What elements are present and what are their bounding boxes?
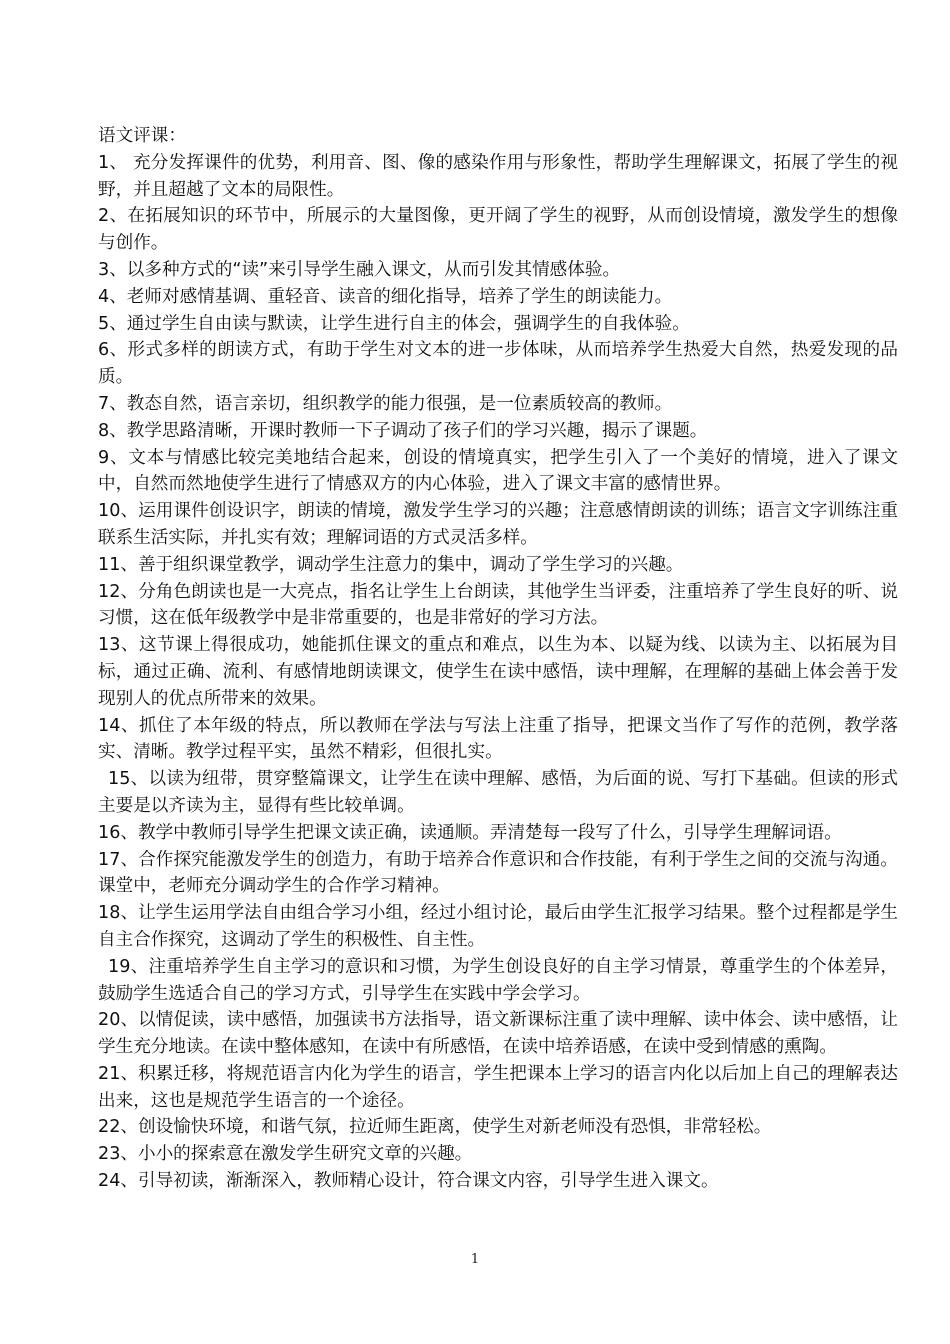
- list-item-22: 22、创设愉快环境，和谐气氛，拉近师生距离，使学生对新老师没有恐惧，非常轻松。: [98, 1117, 772, 1138]
- list-item-8: 8、教学思路清晰，开课时教师一下子调动了孩子们的学习兴趣，揭示了课题。: [98, 420, 708, 441]
- list-item-20: 20、以情促读，读中感悟，加强读书方法指导，语文新课标注重了读中理解、读中体会、读中感悟，让学生充分地读。在读中整体感知，在读中有所感悟，在读中培养语感，在读中受到情感的熏陶。: [98, 1010, 898, 1058]
- document-title: 语文评课：: [98, 126, 186, 146]
- list-item-14: 14、抓住了本年级的特点，所以教师在学法与写法上注重了指导，把课文当作了写作的范例，教学落实、清晰。教学过程平实，虽然不精彩，但很扎实。: [98, 715, 898, 763]
- list-item-12: 12、分角色朗读也是一大亮点，指名让学生上台朗读，其他学生当评委，注重培养了学生良好的听、说习惯，这在低年级教学中是非常重要的，也是非常好的学习方法。: [98, 581, 898, 629]
- document-body: [98, 123, 898, 1195]
- list-item-17: 17、合作探究能激发学生的创造力，有助于培养合作意识和合作技能，有利于学生之间的交流与沟通。课堂中，老师充分调动学生的合作学习精神。: [98, 849, 898, 897]
- list-item-1: 1、 充分发挥课件的优势，利用音、图、像的感染作用与形象性，帮助学生理解课文，拓展了学生的视野，并且超越了文本的局限性。: [98, 152, 898, 200]
- list-item-23: 23、小小的探索意在激发学生研究文章的兴趣。: [98, 1144, 473, 1165]
- list-item-19: 19、注重培养学生自主学习的意识和习惯，为学生创设良好的自主学习情景，尊重学生的个体差异，鼓励学生选适合自己的学习方式，引导学生在实践中学会学习。: [98, 956, 898, 1004]
- list-item-2: 2、在拓展知识的环节中，所展示的大量图像，更开阔了学生的视野，从而创设情境，激发学生的想像与创作。: [98, 206, 898, 254]
- page-number: 1: [470, 1252, 480, 1267]
- list-item-7: 7、教态自然，语言亲切，组织教学的能力很强，是一位素质较高的教师。: [98, 393, 673, 414]
- list-item-5: 5、通过学生自由读与默读，让学生进行自主的体会，强调学生的自我体验。: [98, 313, 690, 334]
- list-item-4: 4、老师对感情基调、重轻音、读音的细化指导，培养了学生的朗读能力。: [98, 286, 673, 307]
- list-item-11: 11、善于组织课堂教学，调动学生注意力的集中，调动了学生学习的兴趣。: [98, 554, 684, 575]
- list-item-6: 6、形式多样的朗读方式，有助于学生对文本的进一步体味，从而培养学生热爱大自然，热爱发现的品质。: [98, 340, 898, 388]
- list-item-13: 13、这节课上得很成功，她能抓住课文的重点和难点，以生为本、以疑为线、以读为主、以拓展为目标，通过正确、流利、有感情地朗读课文，使学生在读中感悟，读中理解，在理解的基础上体会善于发现别人的优点所带来的效果。: [98, 635, 898, 709]
- list-item-15: 15、以读为纽带，贯穿整篇课文，让学生在读中理解、感悟，为后面的说、写打下基础。但读的形式主要是以齐读为主，显得有些比较单调。: [98, 769, 898, 816]
- list-item-9: 9、文本与情感比较完美地结合起来，创设的情境真实，把学生引入了一个美好的情境，进入了课文中，自然而然地使学生进行了情感双方的内心体验，进入了课文丰富的感情世界。: [98, 447, 898, 495]
- list-item-21: 21、积累迁移，将规范语言内化为学生的语言，学生把课本上学习的语言内化以后加上自己的理解表达出来，这也是规范学生语言的一个途径。: [98, 1063, 898, 1111]
- list-item-10: 10、运用课件创设识字，朗读的情境，激发学生学习的兴趣；注意感情朗读的训练；语言文字训练注重联系生活实际，并扎实有效；理解词语的方式灵活多样。: [98, 501, 898, 548]
- list-item-18: 18、让学生运用学法自由组合学习小组，经过小组讨论，最后由学生汇报学习结果。整个过程都是学生自主合作探究，这调动了学生的积极性、自主性。: [98, 903, 898, 950]
- list-item-24: 24、引导初读，渐渐深入，教师精心设计，符合课文内容，引导学生进入课文。: [98, 1171, 719, 1192]
- list-item-16: 16、教学中教师引导学生把课文读正确，读通顺。弄清楚每一段写了什么，引导学生理解词语。: [98, 822, 842, 843]
- list-item-3: 3、以多种方式的“读”来引导学生融入课文，从而引发其情感体验。: [98, 259, 621, 280]
